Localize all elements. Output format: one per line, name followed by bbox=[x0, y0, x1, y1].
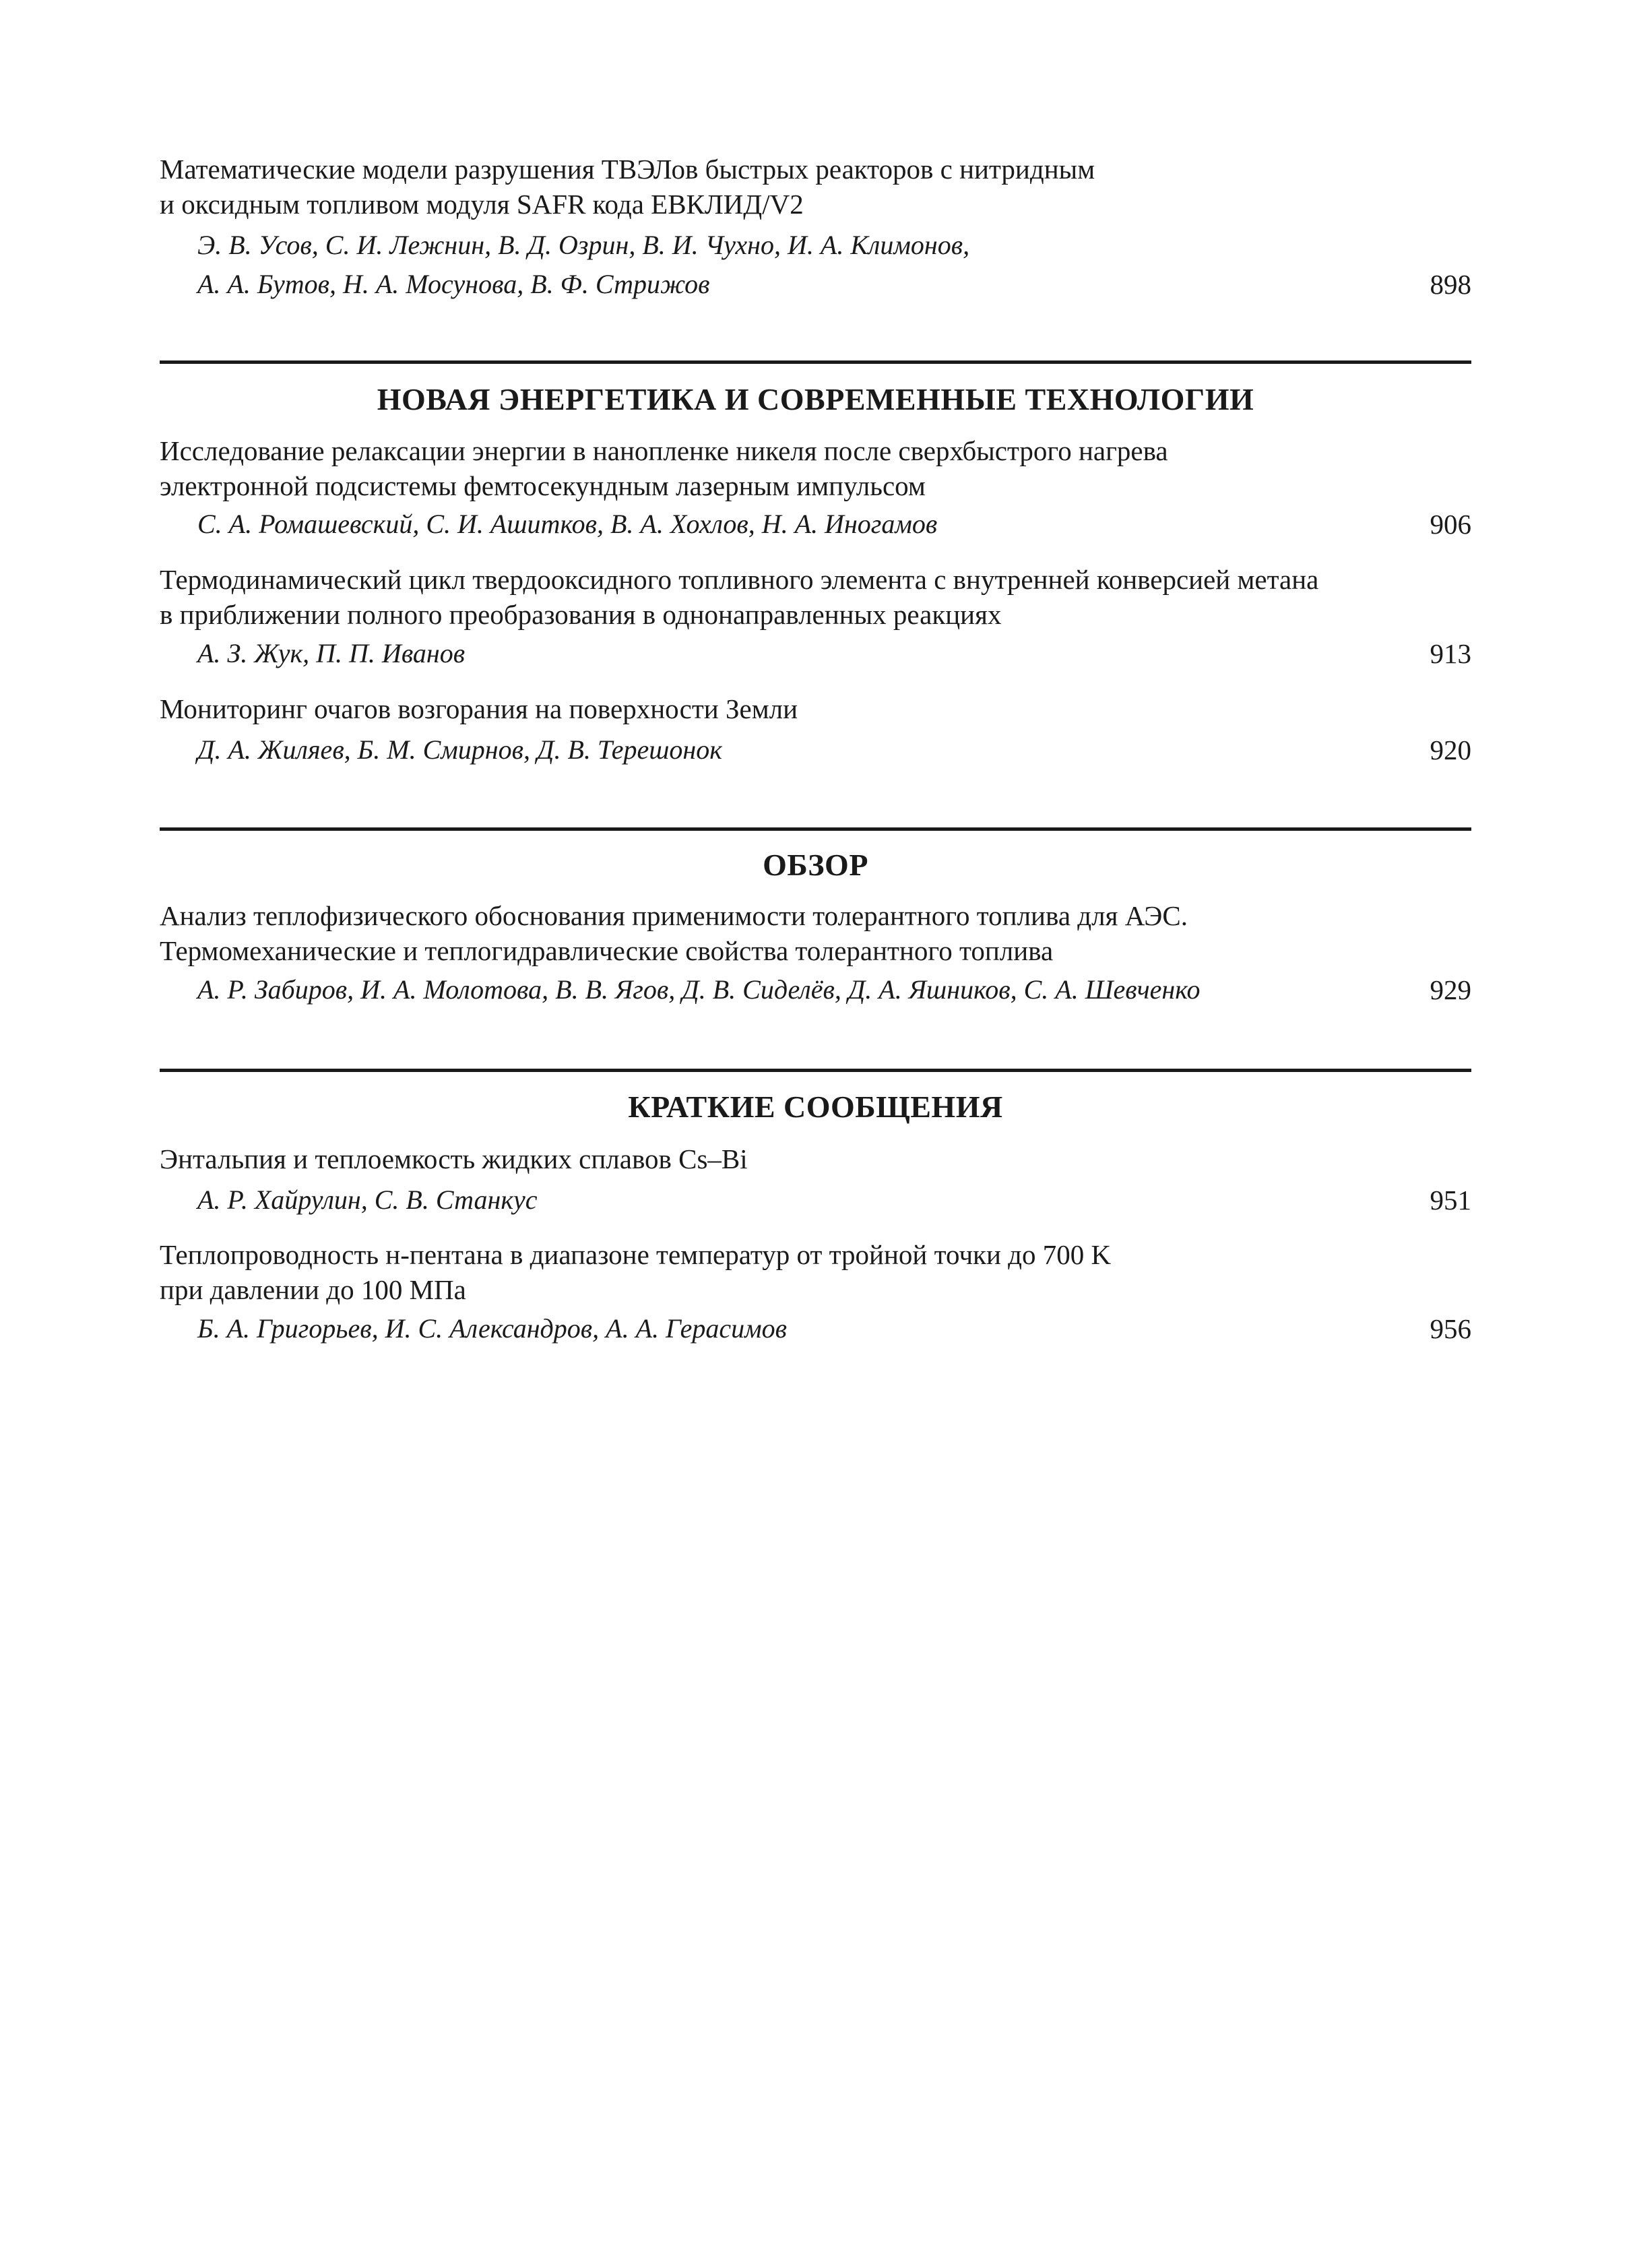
entry-title-line: электронной подсистемы фемтосекундным лазерным импульсом bbox=[160, 470, 926, 501]
entry-authors-line: Д. А. Жиляев, Б. М. Смирнов, Д. В. Терешонок bbox=[197, 734, 722, 765]
toc-entry bbox=[160, 1141, 1471, 1176]
entry-title-line: Анализ теплофизического обоснования применимости толерантного топлива для АЭС. bbox=[160, 900, 1188, 931]
toc-entry bbox=[160, 691, 1471, 726]
entry-page-number: 913 bbox=[1430, 638, 1471, 669]
entry-title-line: Термомеханические и теплогидравлические свойства толерантного топлива bbox=[160, 935, 1054, 966]
entry-page-number: 920 bbox=[1430, 734, 1471, 765]
toc-entry bbox=[160, 562, 1471, 632]
toc-entry bbox=[160, 1237, 1471, 1307]
entry-title-line: и оксидным топливом модуля SAFR кода ЕВКЛИД/V2 bbox=[160, 189, 804, 220]
entry-page-number: 929 bbox=[1430, 974, 1471, 1005]
toc-entry bbox=[160, 433, 1471, 503]
entry-title-line: Исследование релаксации энергии в нанопленке никеля после сверхбыстрого нагрева bbox=[160, 435, 1168, 466]
section-divider bbox=[160, 360, 1471, 364]
entry-title-line: в приближении полного преобразования в однонаправленных реакциях bbox=[160, 599, 1002, 630]
section-divider bbox=[160, 827, 1471, 831]
section-heading: КРАТКИЕ СООБЩЕНИЯ bbox=[628, 1090, 1003, 1124]
entry-authors-line: С. А. Ромашевский, С. И. Ашитков, В. А. Хохлов, Н. А. Иногамов bbox=[197, 509, 938, 539]
entry-title-line: при давлении до 100 МПа bbox=[160, 1274, 466, 1305]
entry-authors-line: Э. В. Усов, С. И. Лежнин, В. Д. Озрин, В. И. Чухно, И. А. Климонов, bbox=[197, 230, 970, 260]
entry-page-number: 898 bbox=[1430, 269, 1471, 300]
entry-authors-line: А. Р. Забиров, И. А. Молотова, В. В. Ягов, Д. В. Сиделёв, Д. А. Яшников, С. А. Шевченко bbox=[197, 974, 1201, 1005]
entry-title-line: Мониторинг очагов возгорания на поверхности Земли bbox=[160, 693, 798, 724]
entry-page-number: 906 bbox=[1430, 509, 1471, 540]
entry-title-line: Математические модели разрушения ТВЭЛов быстрых реакторов с нитридным bbox=[160, 154, 1095, 185]
entry-authors-line: Б. А. Григорьев, И. С. Александров, А. А. Герасимов bbox=[197, 1313, 787, 1344]
toc-entry bbox=[160, 152, 1471, 222]
section-heading: НОВАЯ ЭНЕРГЕТИКА И СОВРЕМЕННЫЕ ТЕХНОЛОГИИ bbox=[377, 382, 1254, 416]
toc-entry bbox=[160, 898, 1471, 968]
entry-authors-line: А. Р. Хайрулин, С. В. Станкус bbox=[197, 1185, 538, 1215]
section-heading: ОБЗОР bbox=[763, 848, 868, 882]
entry-page-number: 956 bbox=[1430, 1313, 1471, 1344]
entry-title-line: Термодинамический цикл твердооксидного топливного элемента с внутренней конверсией метана bbox=[160, 564, 1319, 595]
section-divider bbox=[160, 1069, 1471, 1072]
entry-authors-line: А. З. Жук, П. П. Иванов bbox=[197, 638, 466, 668]
entry-title-line: Энтальпия и теплоемкость жидких сплавов Cs–Bi bbox=[160, 1143, 748, 1174]
entry-authors-line: А. А. Бутов, Н. А. Мосунова, В. Ф. Стрижов bbox=[197, 269, 710, 299]
entry-page-number: 951 bbox=[1430, 1185, 1471, 1216]
entry-title-line: Теплопроводность н-пентана в диапазоне температур от тройной точки до 700 K bbox=[160, 1239, 1112, 1270]
